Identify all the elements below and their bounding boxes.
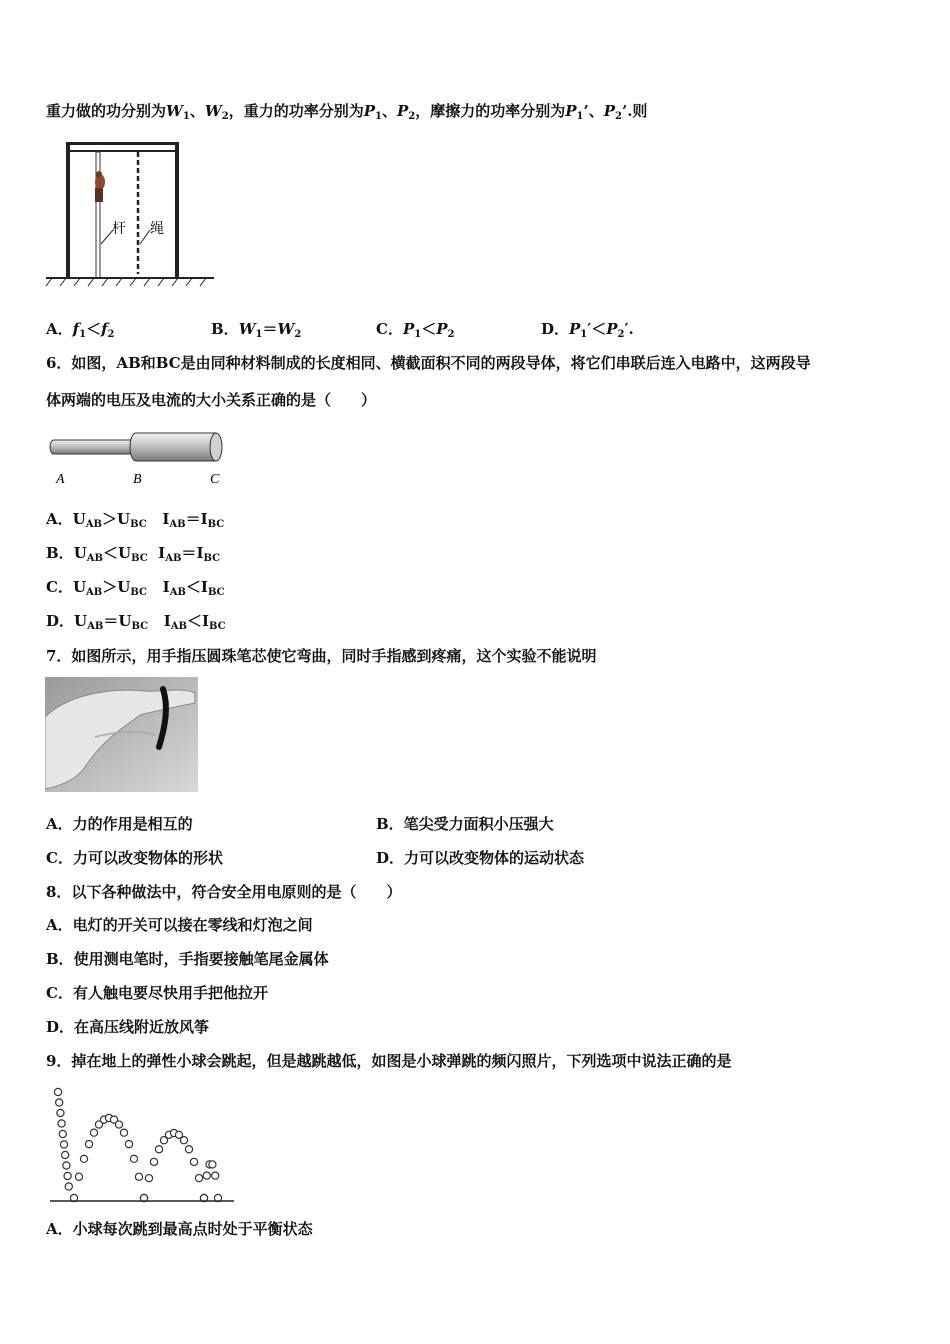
rope-leader — [140, 230, 150, 244]
ball-position — [75, 1173, 82, 1180]
q7-option-a[interactable]: A．力的作用是相互的 — [46, 815, 193, 833]
q6-option-a[interactable]: A．$U_{AB}>U_{BC}$ $I_{AB}=I_{BC}$ — [46, 510, 225, 530]
ball-position — [135, 1173, 142, 1180]
ball-position — [62, 1151, 69, 1158]
ball-position — [195, 1175, 202, 1182]
label-b: B — [133, 472, 142, 487]
ball-position — [145, 1175, 152, 1182]
ball-trajectory — [54, 1088, 221, 1201]
rope-label: 绳 — [150, 221, 164, 237]
q6-stem-line2: 体两端的电压及电流的大小关系正确的是（ ） — [46, 391, 377, 409]
ground-hatching — [46, 278, 206, 286]
q5-option-d[interactable]: D．$P_1'<P_2'$. — [541, 320, 634, 340]
ball-position — [58, 1120, 65, 1127]
ball-position — [80, 1155, 87, 1162]
label-c: C — [210, 472, 220, 487]
ball-position — [203, 1172, 210, 1179]
ball-position — [209, 1161, 216, 1168]
thin-segment-ab — [50, 440, 136, 454]
q8-option-c[interactable]: C．有人触电要尽快用手把他拉开 — [46, 984, 268, 1002]
bouncing-ball-figure — [44, 1086, 236, 1206]
ball-position — [212, 1172, 219, 1179]
top-beam — [66, 142, 179, 145]
q5-option-b[interactable]: B．$W_1=W_2$ — [211, 320, 302, 340]
q5-stem-tail: 重力做的功分别为$W_1$、$W_2$，重力的功率分别为$P_1$、$P_2$，摩擦力的功率分别为$P_1$’、$P_2$’.则 — [46, 102, 648, 122]
pole-rope-figure — [44, 134, 216, 294]
finger-pen-photo — [45, 677, 198, 792]
ball-position — [130, 1155, 137, 1162]
segment-end-cap — [210, 433, 222, 461]
top-beam-inner — [66, 150, 179, 152]
ball-position — [115, 1121, 122, 1128]
q7-option-d[interactable]: D．力可以改变物体的运动状态 — [376, 849, 585, 867]
q6-stem-line1: 6．如图，AB和BC是由同种材料制成的长度相同、横截面积不同的两段导体，将它们串联后连入电路中，这两段导 — [46, 354, 811, 372]
ball-position — [120, 1129, 127, 1136]
pole — [96, 152, 100, 278]
ball-position — [125, 1141, 132, 1148]
q8-option-a[interactable]: A．电灯的开关可以接在零线和灯泡之间 — [46, 916, 313, 934]
ball-position — [65, 1183, 72, 1190]
ball-position — [63, 1162, 70, 1169]
ball-position — [57, 1109, 64, 1116]
ball-position — [180, 1137, 187, 1144]
q7-stem: 7．如图所示，用手指压圆珠笔芯使它弯曲，同时手指感到疼痛，这个实验不能说明 — [46, 647, 597, 665]
q6-option-d[interactable]: D．$U_{AB}=U_{BC}$ $I_{AB}<I_{BC}$ — [46, 612, 226, 632]
q7-option-b[interactable]: B．笔尖受力面积小压强大 — [376, 815, 554, 833]
q8-stem: 8．以下各种做法中，符合安全用电原则的是（ ） — [46, 883, 402, 901]
ball-position — [150, 1158, 157, 1165]
q8-option-d[interactable]: D．在高压线附近放风筝 — [46, 1018, 210, 1036]
ball-position — [60, 1141, 67, 1148]
ball-position — [85, 1141, 92, 1148]
ball-position — [190, 1158, 197, 1165]
ball-position — [54, 1088, 61, 1095]
right-post — [175, 142, 179, 278]
q9-stem: 9．掉在地上的弹性小球会跳起，但是越跳越低，如图是小球弹跳的频闪照片，下列选项中说法正确的是 — [46, 1052, 732, 1070]
q7-option-c[interactable]: C．力可以改变物体的形状 — [46, 849, 223, 867]
q5-option-c[interactable]: C．$P_1<P_2$ — [376, 320, 455, 340]
thick-segment-bc — [130, 433, 216, 461]
ball-position — [90, 1129, 97, 1136]
q8-option-b[interactable]: B．使用测电笔时，手指要接触笔尾金属体 — [46, 950, 329, 968]
q6-option-c[interactable]: C．$U_{AB}>U_{BC}$ $I_{AB}<I_{BC}$ — [46, 578, 225, 598]
conductor-figure — [44, 428, 226, 490]
q6-option-b[interactable]: B．$U_{AB}<U_{BC}$ $I_{AB}=I_{BC}$ — [46, 544, 221, 564]
left-post — [66, 142, 70, 278]
q5-option-a[interactable]: A．$f_1<f_2$ — [46, 320, 115, 340]
q9-option-a[interactable]: A．小球每次跳到最高点时处于平衡状态 — [46, 1220, 313, 1238]
pole-label: 杆 — [112, 221, 126, 237]
ball-position — [185, 1146, 192, 1153]
ball-position — [59, 1130, 66, 1137]
ball-position — [155, 1146, 162, 1153]
label-a: A — [56, 472, 65, 487]
ball-position — [64, 1172, 71, 1179]
ball-position — [56, 1099, 63, 1106]
climber-figure — [95, 171, 105, 202]
